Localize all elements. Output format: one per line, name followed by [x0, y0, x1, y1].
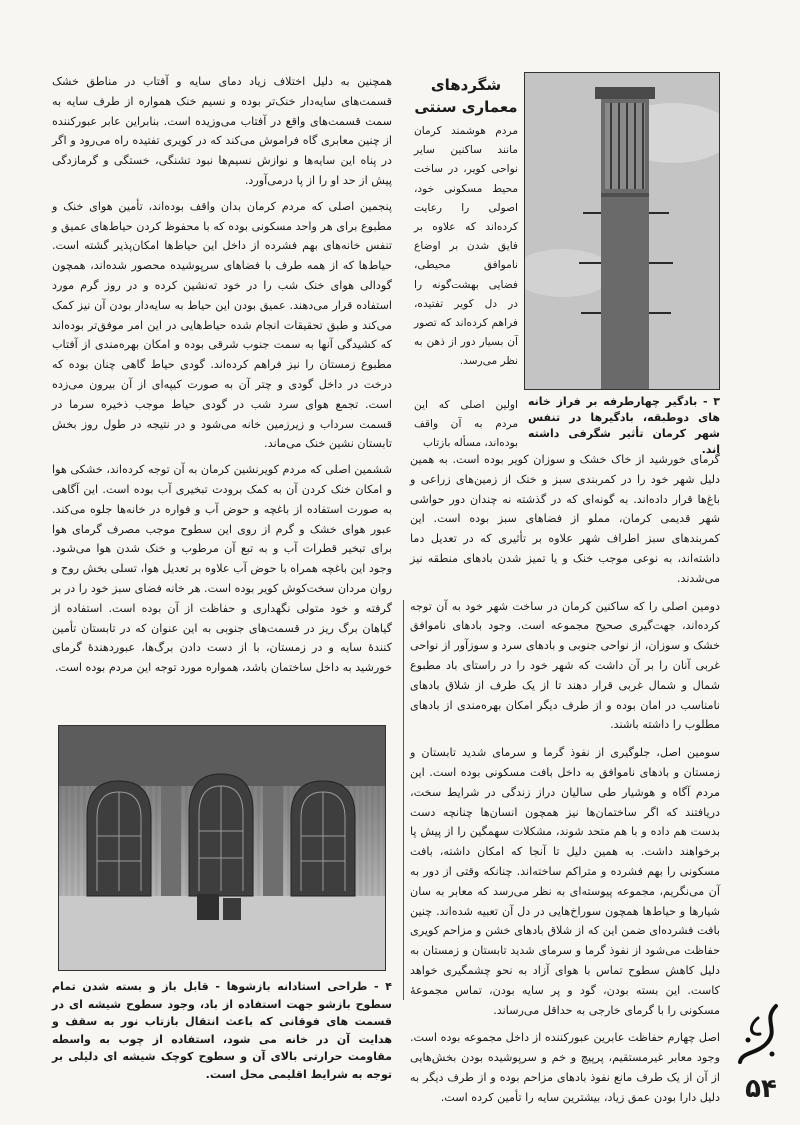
left-paragraph-1: همچنین به دلیل اختلاف زیاد دمای سایه و آفتاب در مناطق خشک قسمت‌های سایه‌دار خنک‌تر بوده و نسیم خنک همواره از طرف سایه به سمت قسمت‌های واقع در آفتاب می‌وزیده است. بنابراین عابر عبورکننده از چنین معابری گاه فراموش می‌کند که در کویری تفتیده راه می‌رود و اگر در پناه این سایه‌ها و نوازش نسیم‌ها نبود تشنگی، خستگی و گرمازدگی پیش از حد او را از پا درمی‌آورد. — [52, 75, 392, 187]
right-paragraph-4: اصل چهارم حفاظت عابرین عبورکننده از داخل مجموعه بوده است. وجود معابر غیرمستقیم، پرپیچ و خم و سرپوشیده بودن بخش‌هایی از آن از یک طرف مانع نفوذ بادهای مزاحم بوده و از طرف دیگر به دلیل دارا بودن عمق زیاد، بیشترین سایه را تأمین کرده است. — [410, 1031, 720, 1104]
left-paragraph-2: پنجمین اصلی که مردم کرمان بدان واقف بوده‌اند، تأمین هوای خنک و مطبوع برای هر واحد مسکونی بوده که با محفوظ کردن حیاط‌های عمیق و تنفس خانه‌های بهم فشرده از داخل این حیاط‌ها امکان‌پذیر گشته است. حیاط‌ها که از همه طرف با فضاهای سرپوشیده محصور شده‌اند، همچون گودالی هوای خنک شب را در خود ته‌نشین کرده و در روز گرم مورد استفاده قرار می‌دهند. عمیق بودن این حیاط به سایه‌دار بودن آن نیز کمک می‌کند و طبق تحقیقات انجام شده حیاط‌هایی در این امر موفق‌تر بوده‌اند که کشیدگی آنها به سمت جنوب شرقی بوده و امکان بهره‌مندی از آفتاب مطبوع زمستان را نیز فراهم کرده‌اند. گودی حیاط گاهی چنان بوده که درخت در داخل گودی و چتر آن به صورت کیپه‌ای از آن بیرون می‌زده است. تجمع هوای سرد شب در گودی حیاط موجب ذخیره سرما در قسمت سرداب و زیرزمین خانه می‌شود و در نتیجه در طول روز بخش تابستان نشین خنک می‌ماند. — [52, 199, 392, 451]
intro-text: مردم هوشمند کرمان مانند ساکنین سایر نواحی کویر، در ساخت محیط مسکونی خود، اصولی را رعایت کرده‌اند که علاوه بر فایق شدن بر اوضاع ناموافق محیطی، فضایی بهشت‌گونه را در دل کویر تفتیده، فراهم کرده‌اند که تصور آن بسیار دور از ذهن به نظر می‌رسد. — [414, 125, 518, 368]
column-divider — [403, 600, 404, 1000]
photo-windows — [58, 725, 386, 971]
page-number: ۵۴ — [745, 1074, 777, 1104]
windcatcher-illustration — [524, 73, 719, 390]
right-paragraph-1: گرمای خورشید از خاک خشک و سوزان کویر بوده است. به همین دلیل شهر خود را در کمربندی سبز و خنک از زمین‌های زراعی و باغ‌ها قرار داده‌اند. به گونه‌ای که در گذشته نه چندان دور حواشی شهر قدیمی کرمان، مملو از فضاهای سبز بوده است. این کمربندهای سبز اطراف شهر علاوه بر تأثیری که در تعدیل دما داشته‌اند، به نوعی موجب خنک و یا تمیز شدن بادهای منطقه نیز می‌شدند. — [410, 453, 720, 585]
windows-illustration — [58, 726, 385, 971]
section-title: شگردهای معماری سنتی — [414, 76, 518, 116]
left-column — [52, 72, 392, 684]
right-paragraph-3: سومین اصل، جلوگیری از نفوذ گرما و سرمای شدید تابستان و زمستان و بادهای ناموافق به داخل بافت مسکونی بوده است. این مردم آگاه و هوشیار طی سالیان دراز زندگی در شرایط سخت، دریافتند که اگر ساختمان‌ها نیز همچون انسان‌ها چنانچه دست بدست هم داده و با هم متحد شوند، مشکلات سهمگین را از پیش پا برخواهند داشت. به همین دلیل تا آنجا که امکان داشته، بافت مسکونی را بهم فشرده و متراکم ساخته‌اند. چنانکه وقتی از دور به آن می‌نگریم، مجموعه پیوسته‌ای به نظر می‌رسد که معابر به سان شیارها و حیاط‌ها همچون سوراخ‌هایی در دل آن تعبیه شده‌اند. چنین بافت فشرده‌ای ضمن این که از شلاق بادهای خشن و مزاحم کویری حفاظت می‌شود از نفوذ گرما و سرمای شدید تابستان و زمستان به دلیل کاهش سطوح تماس با هوای آزاد به نحو چشمگیری خواهد کاست. این بسته بودن، گود و پر سایه بودن، تماس مجموعهٔ مسکونی را با گرمای خارجی به حداقل می‌رساند. — [410, 746, 720, 1017]
intro-continuation: اولین اصلی که این مردم به آن واقف بوده‌اند، مسأله بازتاب — [414, 399, 518, 450]
right-column — [410, 450, 720, 1116]
left-paragraph-3: ششمین اصلی که مردم کویرنشین کرمان به آن توجه کرده‌اند، خشکی هوا و امکان خنک کردن آن به کمک برودت تبخیری آب بوده است. این آگاهی به صورت استفاده از باغچه و حوض آب و فواره در خانه‌ها جلوه می‌کند. عبور هوای خشک و گرم از روی این سطوح موجب مصرف گرمای هوا برای تبخیر قطرات آب و به تبع آن مرطوب و خنک شدن هوا می‌شود. وجود این باغچه همراه با حوض آب علاوه بر تعدیل هوا، تسلی بخش روح و روان مردان سخت‌کوش کویر بوده است. هر خانه فضای سبز خود را در بر گرفته و خود متولی نگهداری و حفاظت از آن بوده است. استفاده از گیاهان برگ ریز در قسمت‌های جنوبی به این عنوان که در تابستان تأمین کنندهٔ سایه و در زمستان، با از دست دادن برگ‌ها، عبوردهندهٔ گرمای خورشید به داخل ساختمان باشد، همواره مورد توجه این مردم بوده است. — [52, 463, 392, 675]
caption-windcatcher: ۳ - بادگیر چهارطرفه بر فراز خانه های دوطبقه، بادگیرها در تنفس شهر کرمان تأثیر شگرفی داشته اند. — [528, 395, 720, 456]
right-paragraph-2: دومین اصلی را که ساکنین کرمان در ساخت شهر خود به آن توجه کرده‌اند، جهت‌گیری صحیح مجموعه است. وجود بادهای ناموافق خشک و سوزان، از نواحی جنوبی و بادهای سرد و سوزآور از نواحی غربی آنان را بر آن داشت که شهر خود را در راستای باد مطبوع شمال و شمال غربی قرار دهند تا از یک طرف از شلاق بادهای نامناسب در امان بوده و از طرف دیگر امکان بهره‌مندی از بادهای مطلوب را داشته باشند. — [410, 599, 720, 732]
caption-windows: ۴ - طراحی استادانه بازشوها - قابل باز و بسته شدن تمام سطوح بازشو جهت استفاده از باد، وجود سطوح شیشه ای در قسمت های فوقانی که باعث انتقال بازتاب نور به سقف و هدایت آن در خانه می شود، استفاده از چوب به واسطه مقاومت حرارتی بالای آن و سطوح کوچک شیشه ای دلیلی بر توجه به شرایط اقلیمی محل است. — [52, 980, 392, 1081]
calligraphy-logo-icon — [732, 1000, 788, 1070]
kerman-logo — [732, 1000, 788, 1070]
photo-windcatcher — [524, 72, 720, 390]
